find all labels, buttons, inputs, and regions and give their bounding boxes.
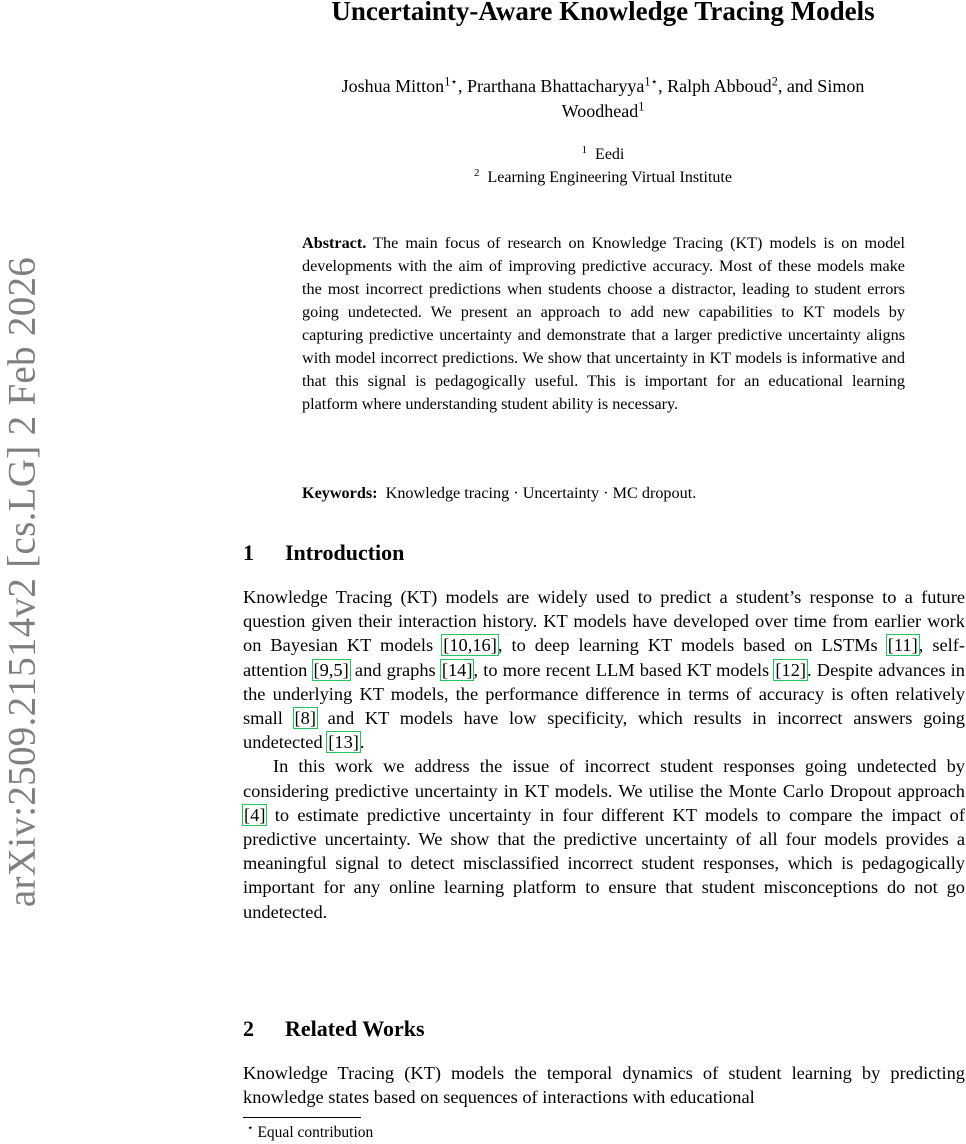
abstract-text: The main focus of research on Knowledge Tracing (KT) models is on model developments with the aim of improving predictive accuracy. Most of these models make the most incorrect predictions when students choose a distractor, leading to student errors going undetected. We present an approach to add new capabilities to KT models by capturing predictive uncertainty and demonstrate that a larger predictive uncertainty aligns with model incorrect predictions. We show that uncertainty in KT models is informative and that this signal is pedagogically useful. This is important for an educational learning platform where understanding student ability is necessary. <box>302 234 905 413</box>
introduction-body <box>243 585 965 924</box>
affiliation-name: Eedi <box>595 146 625 163</box>
affiliation-mark: 2 <box>474 167 480 180</box>
text-run: , to deep learning KT models based on LSTMs <box>497 635 887 656</box>
footnote-rule <box>243 1117 361 1118</box>
author-line-1 <box>243 74 963 99</box>
affiliation-mark: 1 <box>581 144 588 157</box>
affiliation-item <box>243 143 963 166</box>
keywords-label: Keywords: <box>302 484 378 502</box>
citation-link[interactable]: [9,5] <box>313 659 349 680</box>
text-run: , self-attention <box>243 635 966 680</box>
footnote <box>247 1123 373 1143</box>
text-run: to estimate predictive uncertainty in four different KT models to compare the impact of predictive uncertainty. We show that the predictive uncertainty of all four models provides a meaningful signal to detect misclassified incorrect student responses, which is pedagogically important for any online learning platform to ensure that student misconceptions do not go undetected. <box>243 804 965 922</box>
text-run: and graphs <box>349 659 441 680</box>
author-affiliation-mark: 1⋆ <box>644 74 659 89</box>
author-affiliation-mark: 1⋆ <box>444 74 458 89</box>
author-name: , Prarthana Bhattacharyya <box>457 76 645 96</box>
footnote-text: Equal contribution <box>257 1124 374 1141</box>
author-affiliation-mark: 1 <box>638 99 645 114</box>
section-number: 2 <box>243 1016 254 1041</box>
citation-link[interactable]: [8] <box>294 708 316 729</box>
citation-link[interactable]: [11] <box>887 635 918 656</box>
section-heading-related-works <box>243 1015 425 1043</box>
citation-link[interactable]: [12] <box>775 659 807 680</box>
text-run: , to more recent LLM based KT models <box>473 659 775 680</box>
author-name: , and Simon <box>777 76 865 96</box>
paragraph <box>243 585 965 754</box>
arxiv-identifier-stamp <box>0 0 44 1144</box>
author-name: Joshua Mitton <box>341 76 445 96</box>
author-name: Woodhead <box>561 101 639 121</box>
paper-title: Uncertainty-Aware Knowledge Tracing Models <box>331 0 875 26</box>
affiliation-item <box>243 166 963 189</box>
text-run: . Despite advances in the underlying KT models, the performance difference in terms of accuracy is often relatively small <box>243 659 965 729</box>
related-works-body <box>243 1061 965 1109</box>
citation-link[interactable]: [13] <box>328 732 359 753</box>
arxiv-identifier-text: arXiv:2509.21514v2 [cs.LG] 2 Feb 2026 <box>0 256 44 908</box>
author-line-2 <box>243 99 963 124</box>
citation-link[interactable]: [10,16] <box>443 635 497 656</box>
section-title: Introduction <box>285 540 405 565</box>
keywords-text: Knowledge tracing · Uncertainty · MC dropout. <box>385 484 697 502</box>
text-run: Knowledge Tracing (KT) models are widely used to predict a student’s response to a future question given their interaction history. KT models have developed over time from earlier work on Bayesian KT models <box>243 587 965 656</box>
section-title: Related Works <box>285 1016 425 1041</box>
abstract <box>302 232 905 416</box>
citation-link[interactable]: [4] <box>244 804 266 825</box>
paragraph <box>243 754 965 923</box>
affiliation-list <box>243 143 963 189</box>
section-number: 1 <box>243 540 254 565</box>
abstract-label: Abstract. <box>302 234 367 252</box>
paragraph: Knowledge Tracing (KT) models the temporal dynamics of student learning by predicting knowledge states based on sequences of interactions with educational <box>243 1063 965 1108</box>
footnote-mark: ⋆ <box>247 1123 254 1135</box>
author-affiliation-mark: 2 <box>771 74 778 89</box>
text-run: . <box>359 732 365 753</box>
citation-link[interactable]: [14] <box>441 659 473 680</box>
author-list <box>243 74 963 124</box>
section-heading-introduction <box>243 539 404 567</box>
text-run: In this work we address the issue of incorrect student responses going undetected by considering predictive uncertainty in KT models. We utilise the Monte Carlo Dropout approach <box>243 756 965 801</box>
affiliation-name: Learning Engineering Virtual Institute <box>487 169 732 186</box>
text-run: and KT models have low specificity, which results in incorrect answers going undetected <box>243 708 965 753</box>
keywords <box>302 482 905 505</box>
author-name: , Ralph Abboud <box>658 76 772 96</box>
